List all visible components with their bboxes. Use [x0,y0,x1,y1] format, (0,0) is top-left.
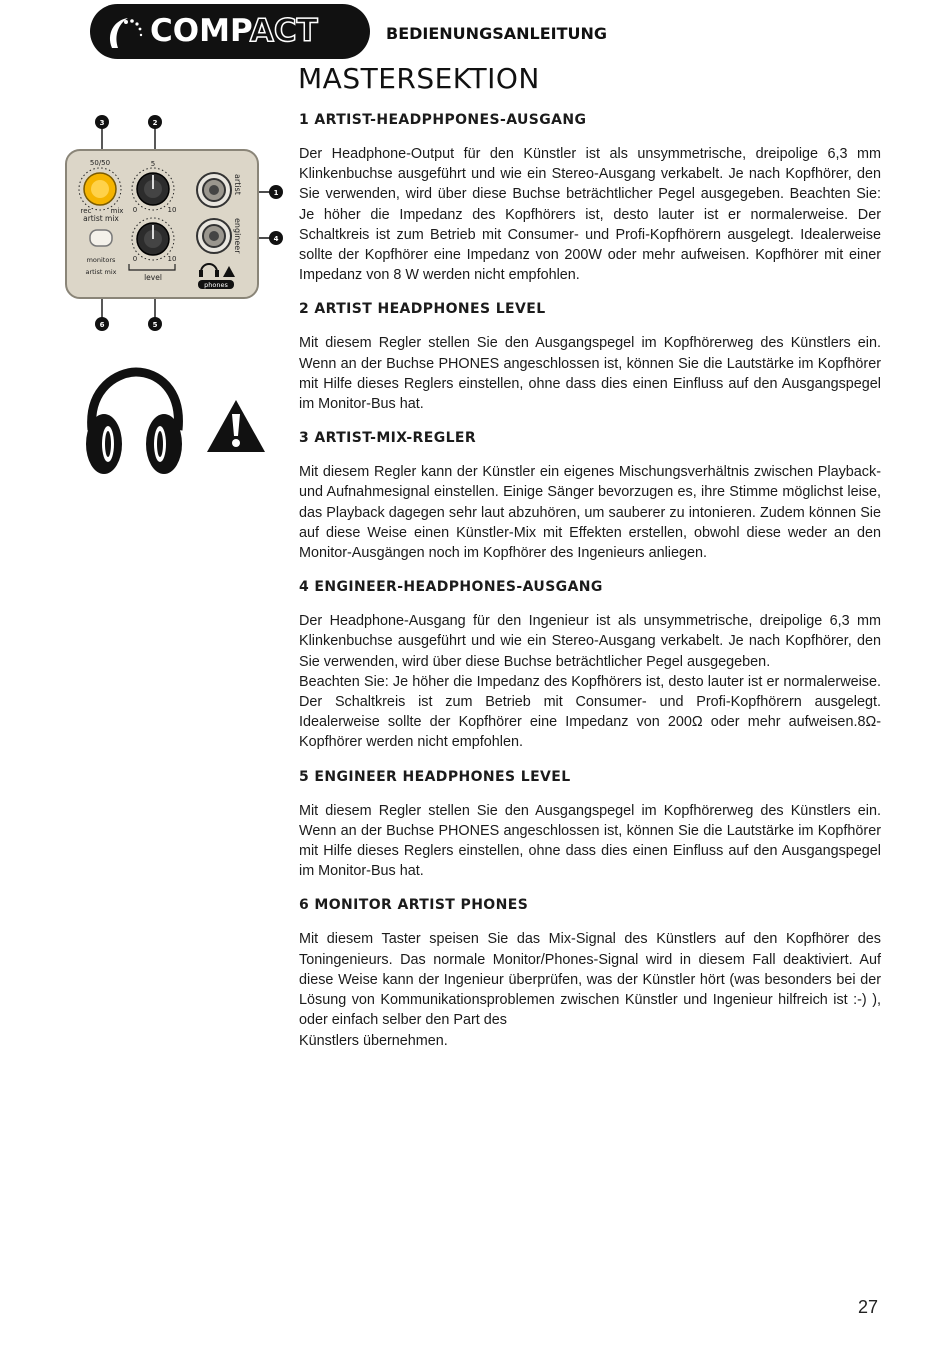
logo-text [150,13,318,49]
label-zero-a: 0 [132,206,138,214]
main-content [299,110,881,1065]
section-body: Der Headphone-Output für den Künstler ist als unsymmetrische, dreipolige 6,3 mm Klinkenbuchse ausgeführt und wie ein Stereo-Ausgang verkabelt. Je nach Kopfhörer, den Sie verwenden, wird über diese Buchse beträchtlicher Pegel ausgegeben. Beachten Sie: Je höher die Impedanz des Kopfhörers ist, desto lauter ist er normalerweise. Der Schaltkreis ist zum Betrieb mit Consumer- und Profi-Kopfhörern ausgelegt. Idealerweise sollte der Kopfhörer eine Impedanz von 200W oder mehr aufweisen. Kopfhörer mit einer Impedanz von 8 W werden nicht empfohlen. [299,146,881,284]
monitor-artist-phones-button[interactable] [90,230,112,246]
svg-text:2: 2 [152,119,158,127]
label-50-50: 50/50 [89,159,111,167]
section-artist-headphones-level [299,299,881,414]
label-mix: mix [110,207,124,215]
section-body: Mit diesem Regler stellen Sie den Ausgangspegel im Kopfhörerweg des Künstlers ein. Wenn an der Buchse PHONES angeschlossen ist, können Sie die Lautstärke im Kopfhörer mit Hilfe dieses Reglers einstellen, ohne dass dies einen Einfluss auf den Ausgangspegel im Monitor-Bus hat. [299,335,881,413]
svg-text:6: 6 [99,321,105,329]
section-engineer-headphones-output [299,577,881,752]
label-ten-a: 10 [167,206,177,214]
section-body: Der Headphone-Ausgang für den Ingenieur ist als unsymmetrische, dreipolige 6,3 mm Klinkenbuchse ausgeführt und wie ein Stereo-Ausgang verkabelt. Je nach Kopfhörer, den Sie verwenden, wird über diese Buchse beträchtlicher Pegel ausgegeben. [299,613,881,670]
headphones-icon [78,366,190,478]
section-body-continued: Beachten Sie: Je höher die Impedanz des Kopfhörers ist, desto lauter ist er normalerweise. Der Schaltkreis ist zum Betrieb mit Consumer- und Profi-Kopfhörern ausgelegt. Idealerweise sollte der Kopfhörer eine Impedanz von 200Ω oder mehr aufweisen.8Ω-Kopfhörer werden nicht empfohlen. [299,673,881,751]
label-ten-b: 10 [167,255,177,263]
section-engineer-headphones-level [299,767,881,882]
warning-icon [205,398,267,454]
logo-text-outline: ACT [249,13,318,49]
logo-text-solid: COMP [150,13,250,49]
label-level-5: 5 [150,160,156,168]
section-heading: 4 ENGINEER-HEADPHONES-AUSGANG [299,579,603,596]
svg-text:5: 5 [152,321,158,329]
callout-4 [269,231,283,245]
label-phones: phones [204,281,228,289]
label-artist: artist [233,174,242,195]
section-artist-headphones-output [299,110,881,285]
label-engineer: engineer [233,218,242,254]
document-label: BEDIENUNGSANLEITUNG [386,24,607,43]
label-monitors: monitors [86,256,116,264]
page-title: MASTERSEKTION [298,62,540,95]
label-level: level [144,273,162,282]
engineer-phones-jack[interactable] [197,219,231,253]
section-heading: 1 ARTIST-HEADPHPONES-AUSGANG [299,112,587,128]
section-body: Mit diesem Regler stellen Sie den Ausgangspegel im Kopfhörerweg des Künstlers ein. Wenn an der Buchse PHONES angeschlossen ist, können Sie die Lautstärke im Kopfhörer mit Hilfe dieses Reglers einstellen, ohne dass dies einen Einfluss auf den Ausgangspegel im Monitor-Bus hat. [299,802,881,880]
section-body-continued: Künstlers übernehmen. [299,1032,448,1049]
callout-1 [269,185,283,199]
logo-swoosh-icon [104,12,144,52]
label-rec: rec [80,207,92,215]
label-artist-mix-small: artist mix [85,268,117,276]
section-monitor-artist-phones [299,895,881,1050]
artist-phones-jack[interactable] [197,173,231,207]
section-heading: 5 ENGINEER HEADPHONES LEVEL [299,768,571,785]
callout-6 [95,317,109,331]
brand-logo [90,4,370,59]
section-heading: 2 ARTIST HEADPHONES LEVEL [299,301,546,318]
label-zero-b: 0 [132,255,138,263]
section-body: Mit diesem Taster speisen Sie das Mix-Signal des Künstlers auf den Kopfhörer des Toningenieurs. Das normale Monitor/Phones-Signal wird in diesem Fall deaktiviert. Auf diese Weise kann der Ingenieur überprüfen, was der Künstler hört (was besonders bei der Lösung von Kommunikationsproblemen zwischen Künstler und Ingenieur hilfreich ist :-) ), oder einfach selber den Part des [299,931,881,1029]
svg-text:1: 1 [273,189,279,197]
section-artist-mix-control [299,428,881,563]
section-heading: 3 ARTIST-MIX-REGLER [299,430,477,447]
page-number: 27 [858,1297,879,1317]
master-panel-figure [62,112,292,337]
callout-3 [95,115,109,129]
svg-text:4: 4 [273,235,279,243]
callout-2 [148,115,162,129]
section-heading: 6 MONITOR ARTIST PHONES [299,897,529,914]
callout-5 [148,317,162,331]
section-body: Mit diesem Regler kann der Künstler ein eigenes Mischungsverhältnis zwischen Playback-und Aufnahmesignal einstellen. Einige Sänger bevorzugen es, ihre Stimme möglichst leise, das Playback dagegen sehr laut abzuhören, um sauberer zu intonieren. Zudem können Sie auf diese Weise einen Künstler-Mix mit Effekten erstellen, obwohl diese weder an den Monitor-Ausgängen noch im Kopfhörer des Ingenieurs anliegen. [299,464,881,562]
svg-text:3: 3 [99,119,105,127]
label-artist-mix: artist mix [83,214,119,223]
